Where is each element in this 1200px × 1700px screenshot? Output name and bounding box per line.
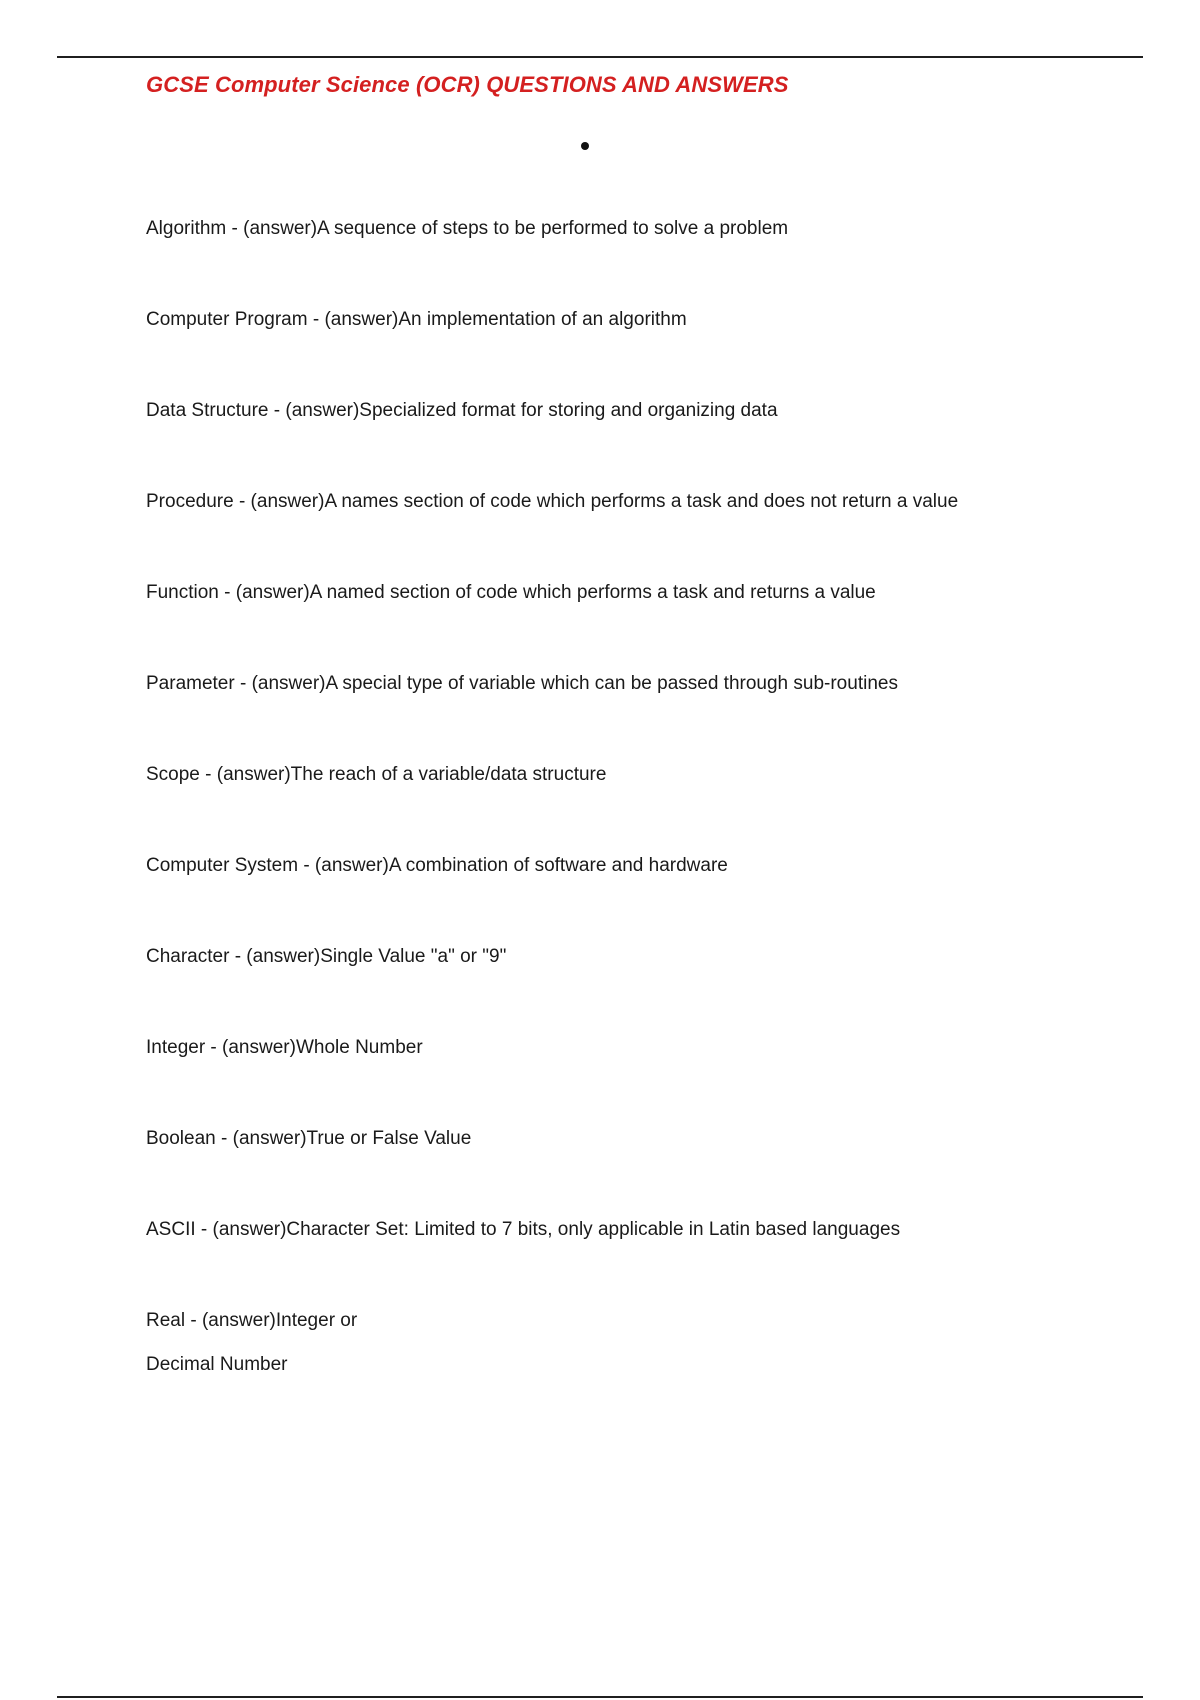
qa-item-computer-program xyxy=(146,309,1146,331)
qa-text: Computer Program - (answer)An implementation of an algorithm xyxy=(146,309,687,330)
qa-text: Procedure - (answer)A names section of code which performs a task and does not return a value xyxy=(146,491,959,512)
qa-item-ascii xyxy=(146,1219,1146,1241)
qa-text: ASCII - (answer)Character Set: Limited to 7 bits, only applicable in Latin based languages xyxy=(146,1219,901,1240)
qa-item-algorithm xyxy=(146,218,1146,240)
qa-text: Computer System - (answer)A combination of software and hardware xyxy=(146,855,728,876)
qa-text: Character - (answer)Single Value "a" or "9" xyxy=(146,946,507,967)
qa-item-computer-system xyxy=(146,855,1146,877)
qa-item-data-structure xyxy=(146,400,1146,422)
qa-item-procedure xyxy=(146,491,1146,513)
qa-text: Integer - (answer)Whole Number xyxy=(146,1037,423,1058)
qa-list xyxy=(146,218,1146,1445)
qa-text: Boolean - (answer)True or False Value xyxy=(146,1128,472,1149)
bullet-point xyxy=(581,142,589,150)
bottom-rule xyxy=(57,1696,1143,1698)
qa-item-boolean xyxy=(146,1128,1146,1150)
qa-item-character xyxy=(146,946,1146,968)
qa-text: Scope - (answer)The reach of a variable/data structure xyxy=(146,764,607,785)
top-rule xyxy=(57,56,1143,58)
qa-item-function xyxy=(146,582,1146,604)
qa-text: Algorithm - (answer)A sequence of steps to be performed to solve a problem xyxy=(146,218,789,239)
qa-text-continued: Decimal Number xyxy=(146,1354,288,1375)
qa-item-real xyxy=(146,1310,1146,1376)
qa-text: Data Structure - (answer)Specialized format for storing and organizing data xyxy=(146,400,778,421)
qa-item-integer xyxy=(146,1037,1146,1059)
qa-item-parameter xyxy=(146,673,1146,695)
qa-text: Real - (answer)Integer or xyxy=(146,1310,358,1331)
qa-text: Parameter - (answer)A special type of variable which can be passed through sub-routines xyxy=(146,673,898,694)
qa-text: Function - (answer)A named section of code which performs a task and returns a value xyxy=(146,582,876,603)
qa-item-scope xyxy=(146,764,1146,786)
document-title: GCSE Computer Science (OCR) QUESTIONS AND ANSWERS xyxy=(146,72,789,97)
